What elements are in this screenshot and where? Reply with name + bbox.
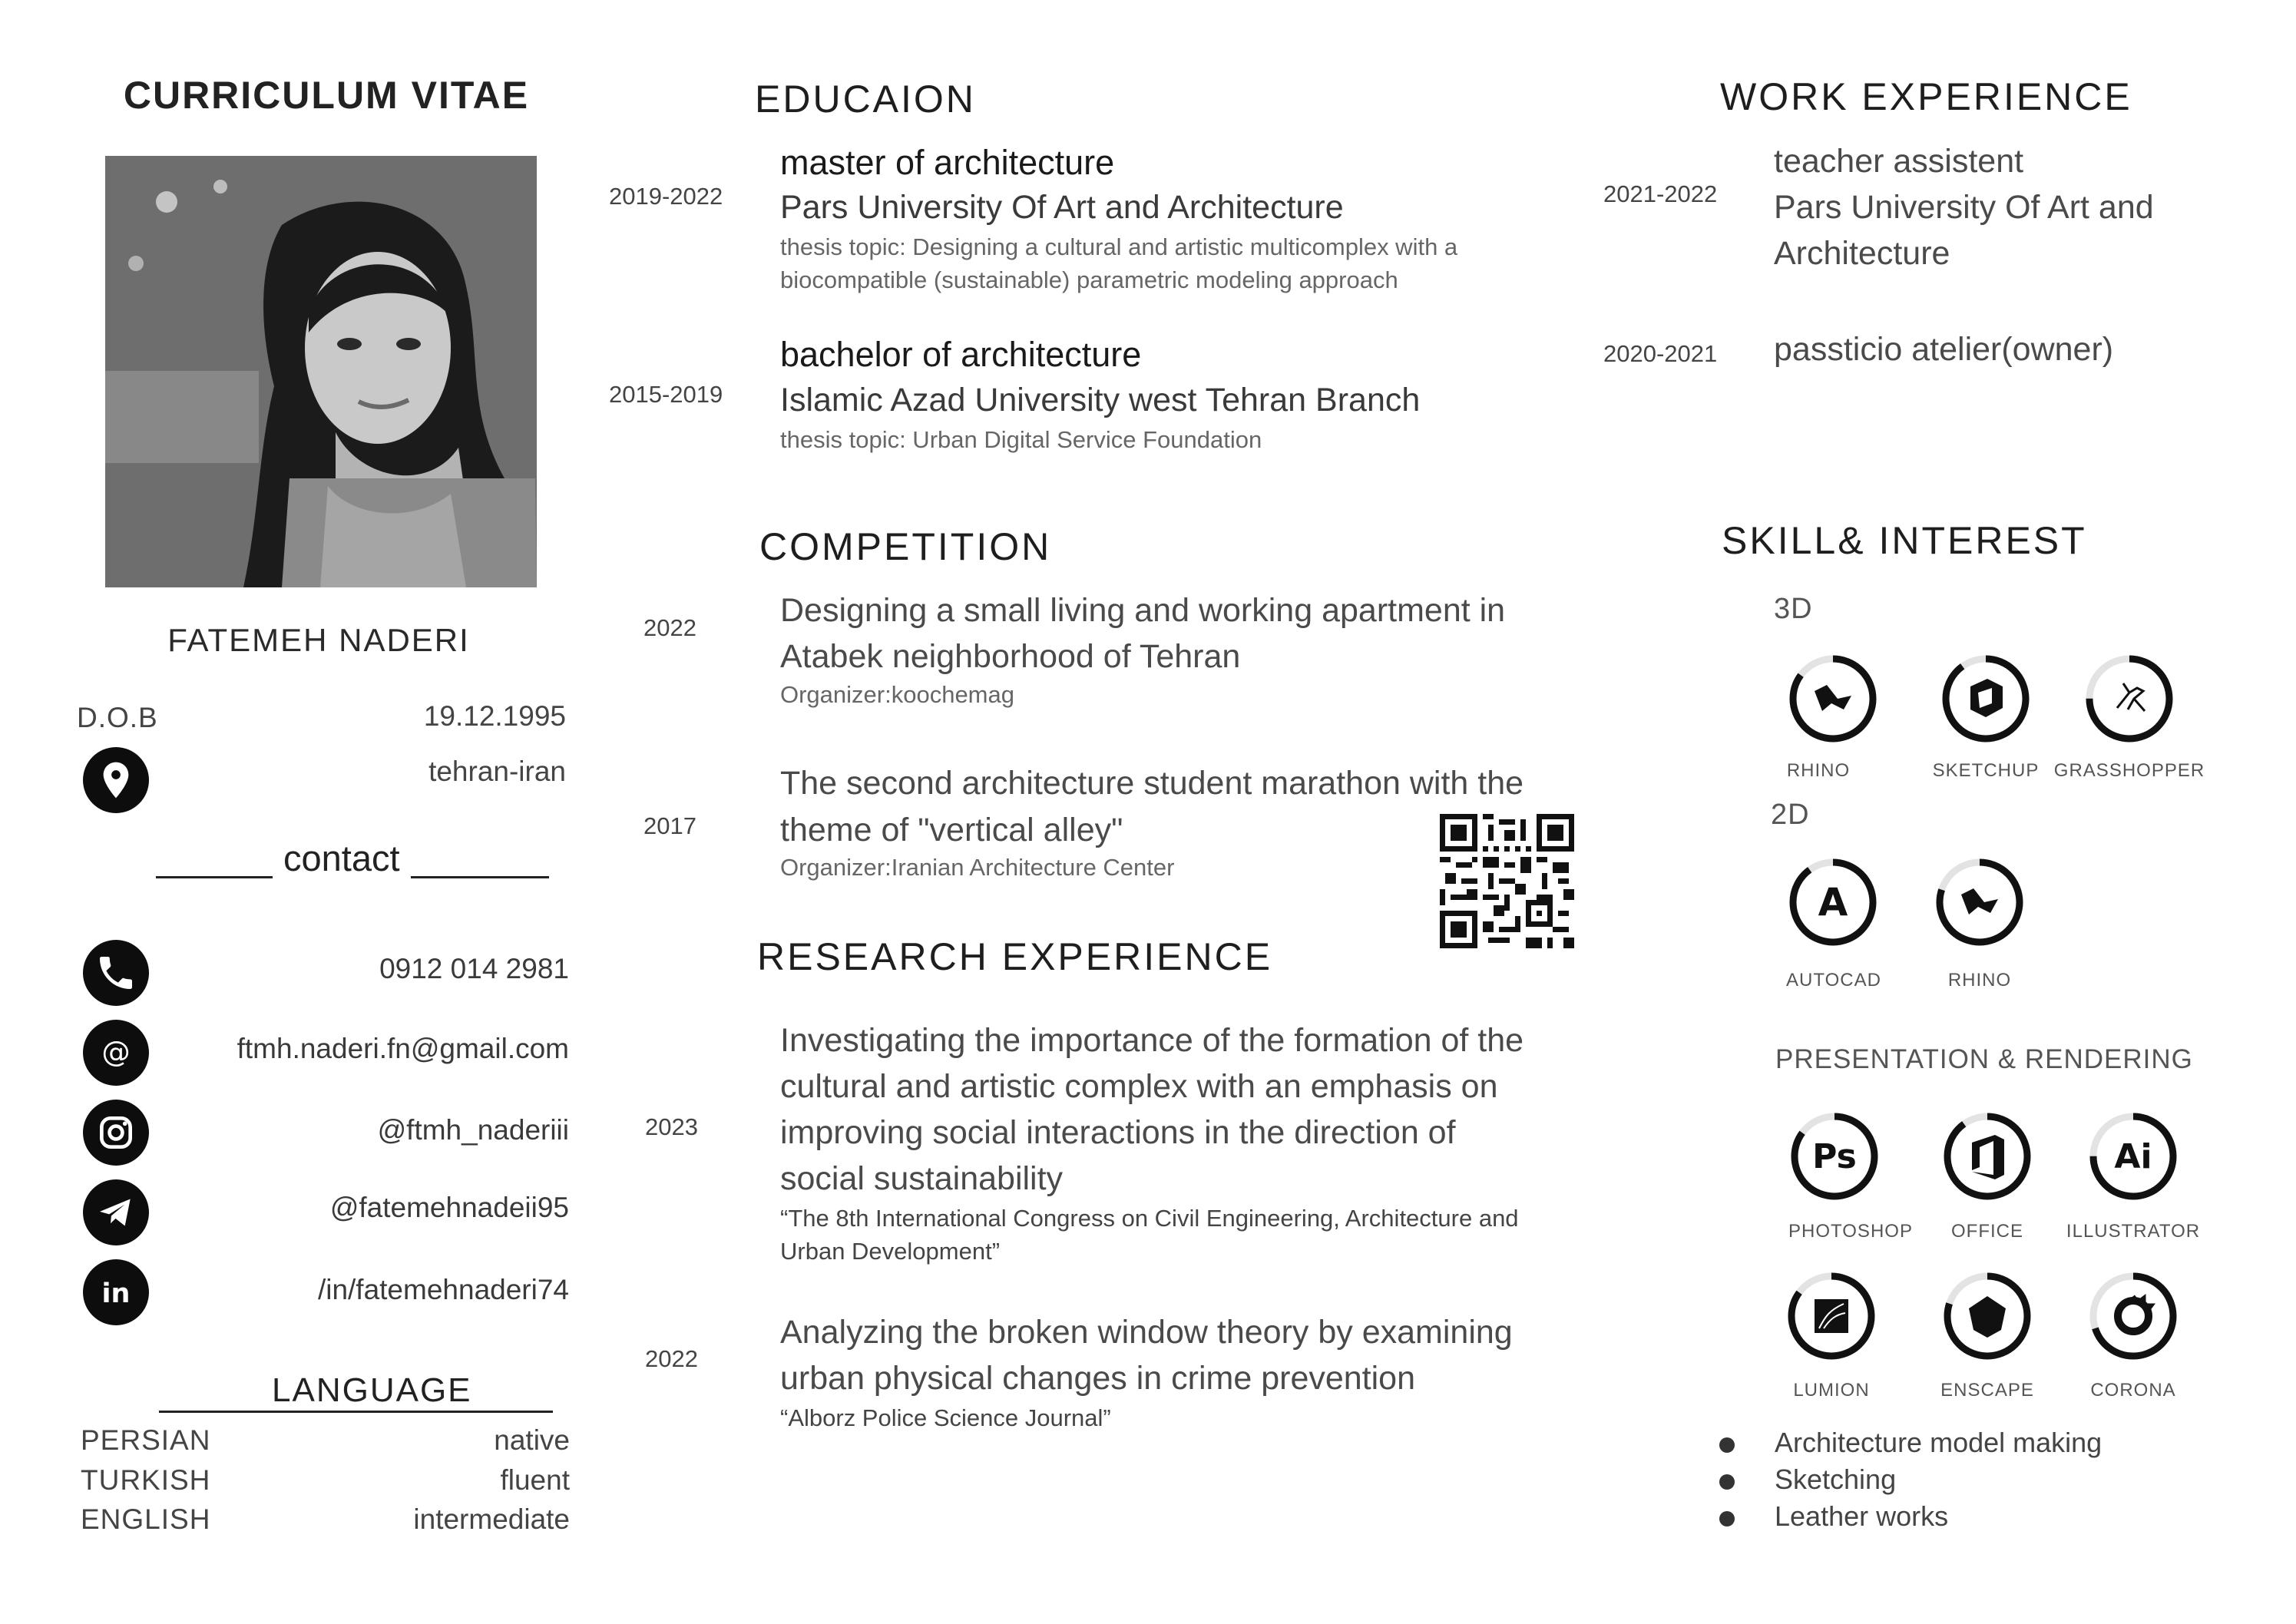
full-name: FATEMEH NADERI	[167, 622, 470, 658]
location-value: tehran-iran	[428, 756, 566, 787]
contact-value[interactable]: /in/fatemehnaderi74	[317, 1274, 569, 1305]
language-name: PERSIAN	[81, 1424, 211, 1456]
bullet-icon	[1719, 1474, 1735, 1490]
svg-text:@: @	[101, 1034, 131, 1069]
research-item	[780, 1017, 1523, 1268]
lumion-icon	[1785, 1270, 1877, 1362]
corona-icon	[2087, 1270, 2179, 1362]
contact-value[interactable]: 0912 014 2981	[379, 953, 569, 984]
bullet-icon	[1719, 1511, 1735, 1526]
language-level: native	[494, 1424, 570, 1456]
education-degree: bachelor of architecture	[780, 335, 1142, 374]
photoshop-icon	[1788, 1110, 1881, 1202]
qr-code[interactable]	[1440, 814, 1574, 948]
education-years: 2019-2022	[609, 183, 723, 210]
interest-item: Sketching	[1775, 1464, 1897, 1495]
instagram-icon	[83, 1100, 149, 1166]
skill-name: CORONA	[2090, 1380, 2176, 1401]
contact-value[interactable]: ftmh.naderi.fn@gmail.com	[237, 1033, 569, 1064]
language-divider	[159, 1411, 553, 1413]
work-line: Architecture	[1774, 235, 1950, 272]
dob-value: 19.12.1995	[423, 700, 566, 732]
interest-item: Leather works	[1775, 1500, 1949, 1532]
skill-name: PHOTOSHOP	[1788, 1221, 1913, 1242]
office-icon	[1941, 1110, 2033, 1202]
svg-text:Ps: Ps	[1812, 1137, 1857, 1176]
bullet-icon	[1719, 1437, 1735, 1453]
rhino-icon	[1934, 856, 2026, 948]
skills-heading: SKILL& INTEREST	[1722, 519, 2087, 562]
research-year: 2023	[645, 1113, 698, 1140]
research-year: 2022	[645, 1345, 698, 1372]
skill-name: ENSCAPE	[1940, 1380, 2034, 1401]
research-item	[780, 1309, 1513, 1434]
education-school: Pars University Of Art and Architecture	[780, 189, 1344, 226]
svg-text:in: in	[101, 1278, 131, 1309]
work-line: passticio atelier(owner)	[1774, 331, 2114, 368]
skill-name: OFFICE	[1951, 1221, 2023, 1242]
competition-year: 2017	[643, 812, 696, 839]
language-name: TURKISH	[81, 1464, 211, 1496]
skill-enscape	[1941, 1270, 2033, 1366]
skill-name: RHINO	[1786, 760, 1851, 781]
work-years: 2020-2021	[1603, 340, 1718, 367]
skill-photoshop	[1788, 1110, 1881, 1206]
skill-grasshopper	[2083, 653, 2175, 749]
language-level: intermediate	[413, 1503, 570, 1535]
research-title-line: Investigating the importance of the formation of the	[780, 1022, 1524, 1059]
skill-autocad	[1787, 856, 1879, 952]
skill-name: SKETCHUP	[1932, 760, 2040, 781]
research-source-line: “The 8th International Congress on Civil Engineering, Architecture and	[780, 1205, 1519, 1232]
language-level: fluent	[500, 1464, 570, 1496]
work-item	[1774, 138, 2154, 276]
skill-rhino-3d	[1787, 653, 1879, 749]
illustrator-icon	[2087, 1110, 2179, 1202]
education-heading: EDUCAION	[755, 78, 976, 121]
autocad-icon	[1787, 856, 1879, 948]
education-thesis: biocompatible (sustainable) parametric modeling approach	[780, 266, 1398, 293]
research-source-line: Urban Development”	[780, 1238, 1001, 1265]
competition-organizer: Organizer:koochemag	[780, 681, 1014, 708]
svg-text:A: A	[1818, 880, 1848, 924]
research-title-line: improving social interactions in the direction of	[780, 1114, 1456, 1151]
skill-rhino-2d	[1934, 856, 2026, 952]
interest-item: Architecture model making	[1775, 1427, 2102, 1458]
sketchup-icon	[1940, 653, 2032, 745]
language-heading: LANGUAGE	[261, 1371, 483, 1410]
skill-illustrator	[2087, 1110, 2179, 1206]
research-heading: RESEARCH EXPERIENCE	[757, 935, 1273, 978]
contact-value[interactable]: @fatemehnadeii95	[329, 1192, 569, 1223]
skill-name: LUMION	[1793, 1380, 1870, 1401]
dob-label: D.O.B	[77, 702, 158, 733]
skill-name: AUTOCAD	[1786, 970, 1881, 991]
skills-2d-label: 2D	[1771, 799, 1810, 831]
competition-title: theme of "vertical alley"	[780, 812, 1123, 848]
education-thesis: thesis topic: Designing a cultural and artistic multicomplex with a	[780, 233, 1458, 260]
skill-corona	[2087, 1270, 2179, 1366]
competition-organizer: Organizer:Iranian Architecture Center	[780, 854, 1175, 881]
contact-value[interactable]: @ftmh_naderiii	[377, 1114, 569, 1146]
skills-3d-label: 3D	[1774, 593, 1813, 625]
language-name: ENGLISH	[81, 1503, 211, 1535]
telegram-icon	[83, 1179, 149, 1245]
location-pin-icon	[83, 747, 149, 813]
linkedin-icon	[83, 1259, 149, 1325]
skill-name: RHINO	[1947, 970, 2012, 991]
phone-icon	[83, 940, 149, 1006]
competition-title: The second architecture student marathon with the	[780, 765, 1524, 802]
competition-title: Atabek neighborhood of Tehran	[780, 638, 1241, 675]
skill-name: GRASSHOPPER	[2053, 760, 2205, 781]
research-title-line: cultural and artistic complex with an emphasis on	[780, 1068, 1498, 1105]
competition-heading: COMPETITION	[759, 525, 1052, 568]
work-years: 2021-2022	[1603, 180, 1718, 207]
research-source-line: “Alborz Police Science Journal”	[780, 1404, 1111, 1431]
work-line: Pars University Of Art and	[1774, 189, 2154, 226]
work-heading: WORK EXPERIENCE	[1720, 75, 2132, 118]
skill-lumion	[1785, 1270, 1877, 1366]
education-thesis: thesis topic: Urban Digital Service Foundation	[780, 426, 1262, 453]
enscape-icon	[1941, 1270, 2033, 1362]
research-title-line: Analyzing the broken window theory by examining	[780, 1314, 1513, 1351]
profile-photo	[105, 156, 537, 587]
competition-title: Designing a small living and working apartment in	[780, 592, 1506, 629]
skill-name: ILLUSTRATOR	[2066, 1221, 2201, 1242]
education-school: Islamic Azad University west Tehran Branch	[780, 382, 1421, 418]
skill-sketchup	[1940, 653, 2032, 749]
competition-year: 2022	[643, 614, 696, 641]
research-title-line: social sustainability	[780, 1160, 1064, 1197]
research-title-line: urban physical changes in crime prevention	[780, 1360, 1416, 1397]
work-line: teacher assistent	[1774, 143, 2024, 180]
cv-title: CURRICULUM VITAE	[123, 74, 530, 117]
svg-text:Ai: Ai	[2114, 1137, 2152, 1176]
contact-heading: contact	[273, 837, 411, 879]
education-degree: master of architecture	[780, 143, 1115, 182]
grasshopper-icon	[2083, 653, 2175, 745]
rhino-icon	[1787, 653, 1879, 745]
work-item	[1774, 326, 2113, 372]
education-years: 2015-2019	[609, 381, 723, 408]
skill-office	[1941, 1110, 2033, 1206]
at-icon	[83, 1020, 149, 1086]
skills-presentation-label: PRESENTATION & RENDERING	[1775, 1044, 2193, 1074]
